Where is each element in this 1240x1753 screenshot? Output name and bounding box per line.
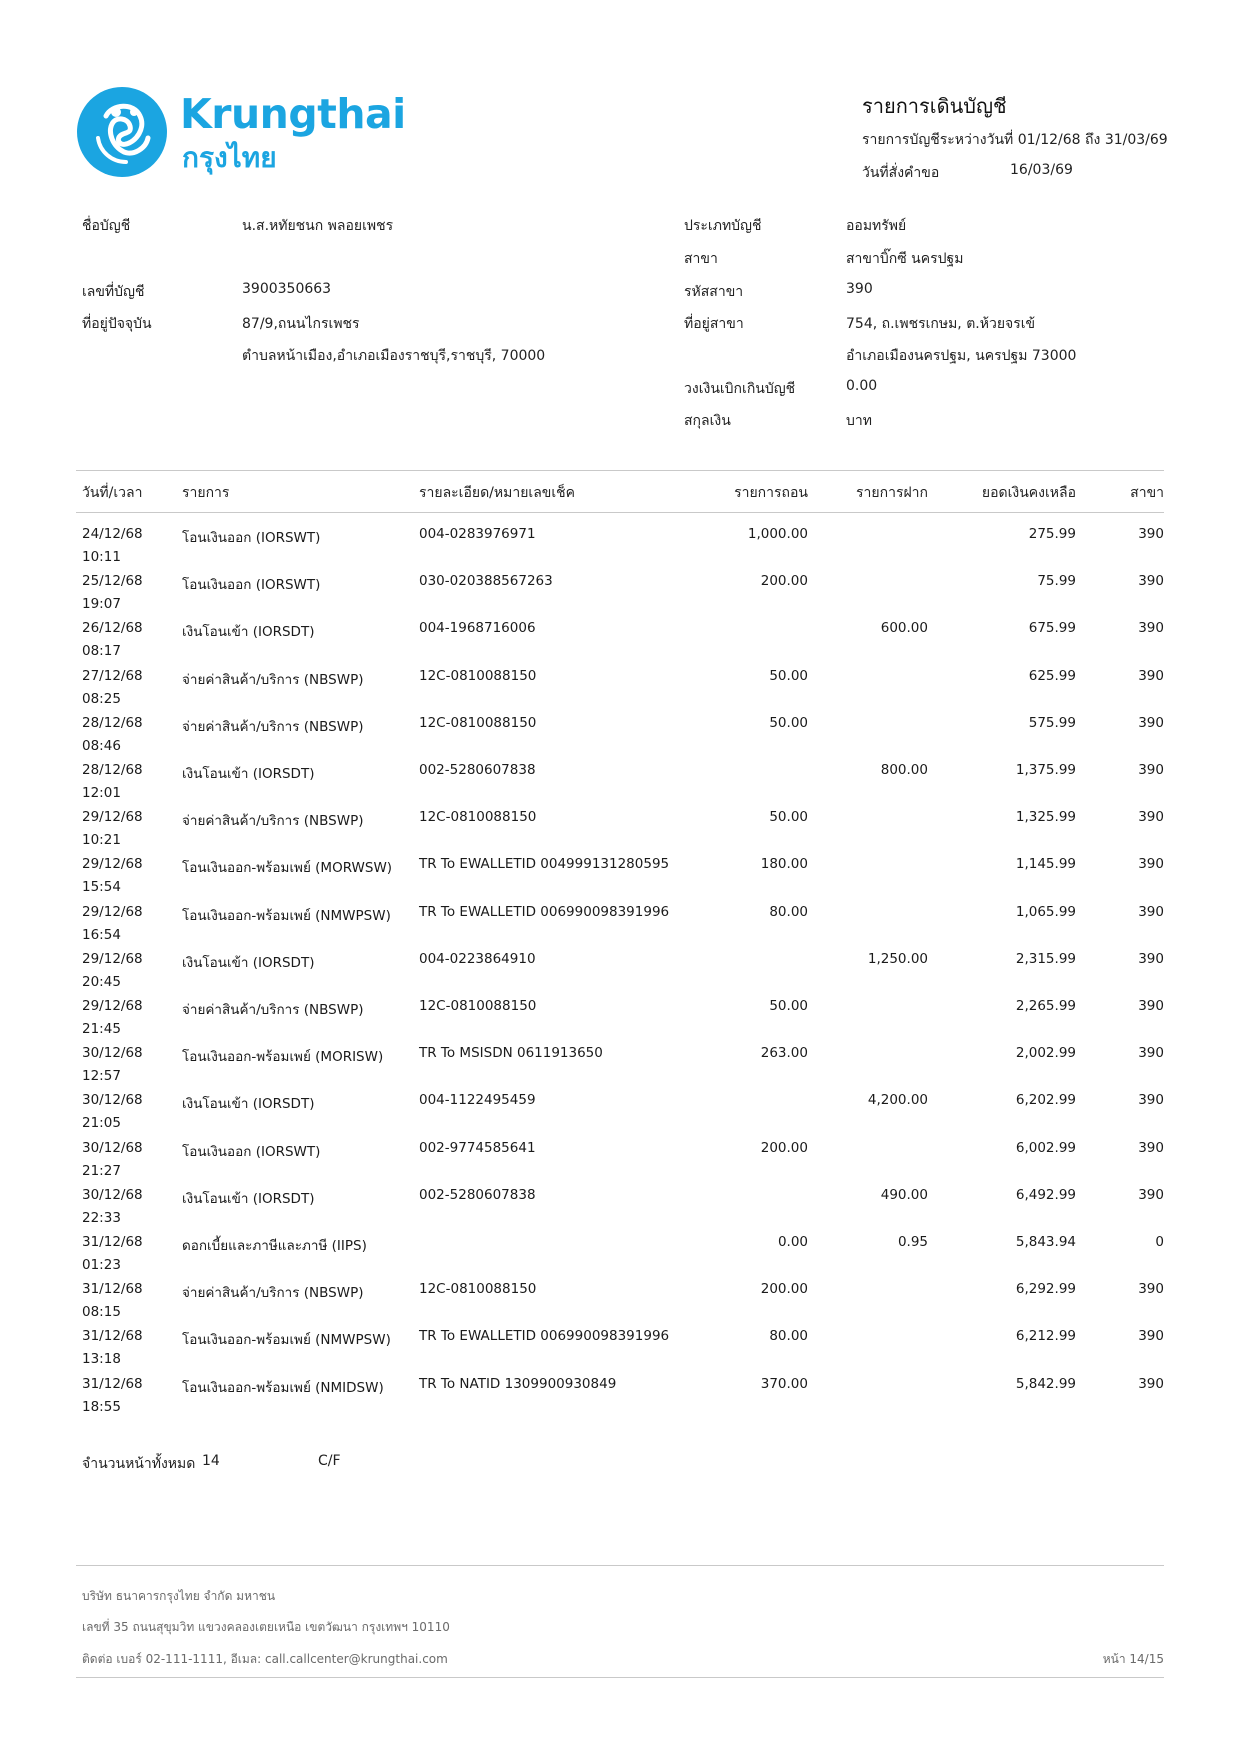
row-description: โอนเงินออก (IORSWT) (182, 577, 321, 594)
row-detail: TR To EWALLETID 006990098391996 (419, 1328, 670, 1345)
row-withdrawal: 80.00 (769, 903, 808, 920)
row-deposit: 800.00 (880, 762, 928, 778)
row-time: 10:11 (82, 549, 121, 565)
row-description: โอนเงินออก (IORSWT) (182, 530, 321, 546)
total-pages: 14 (202, 1453, 220, 1469)
table-row (76, 1234, 1164, 1281)
row-withdrawal: 1,000.00 (747, 526, 808, 542)
footer-top-rule (76, 1565, 1164, 1566)
row-detail: 004-1122495459 (419, 1092, 536, 1109)
row-time: 12:57 (82, 1068, 121, 1085)
row-description: โอนเงินออก-พร้อมเพย์ (NMWPSW) (182, 1332, 391, 1349)
row-balance: 2,265.99 (1015, 998, 1076, 1014)
row-time: 21:27 (82, 1162, 121, 1179)
row-date: 31/12/68 (82, 1328, 143, 1345)
table-row (76, 1140, 1164, 1187)
col-branch: สาขา (1130, 485, 1164, 501)
krungthai-emblem-icon (76, 86, 168, 178)
table-row (76, 620, 1164, 667)
row-date: 28/12/68 (82, 714, 143, 731)
row-branch: 390 (1138, 526, 1164, 542)
row-description: จ่ายค่าสินค้า/บริการ (NBSWP) (182, 718, 364, 735)
row-branch: 0 (1155, 1234, 1164, 1250)
footer-bottom-rule (76, 1677, 1164, 1678)
row-time: 18:55 (82, 1398, 121, 1415)
table-header-rule (76, 512, 1164, 513)
row-withdrawal: 50.00 (769, 998, 808, 1014)
table-row (76, 904, 1164, 951)
row-balance: 5,843.94 (1015, 1234, 1076, 1250)
row-withdrawal: 180.00 (760, 856, 808, 873)
row-description: จ่ายค่าสินค้า/บริการ (NBSWP) (182, 813, 364, 830)
branch-label: สาขา (684, 251, 718, 267)
row-withdrawal: 50.00 (769, 667, 808, 684)
row-branch: 390 (1138, 1139, 1164, 1156)
period-label: รายการบัญชีระหว่างวันที่ (862, 132, 1014, 148)
row-time: 16:54 (82, 926, 121, 943)
table-row (76, 1281, 1164, 1328)
row-balance: 275.99 (1028, 526, 1076, 542)
account-type: ออมทรัพย์ (846, 218, 907, 234)
row-balance: 675.99 (1028, 620, 1076, 637)
row-time: 12:01 (82, 785, 121, 801)
table-row (76, 668, 1164, 715)
document-title: รายการเดินบัญชี (862, 94, 1007, 118)
row-detail: 12C-0810088150 (419, 1281, 537, 1298)
krungthai-logo (76, 86, 406, 182)
table-row (76, 715, 1164, 762)
row-branch: 390 (1138, 714, 1164, 731)
row-withdrawal: 370.00 (760, 1375, 808, 1392)
footer-contact: ติดต่อ เบอร์ 02-111-1111, อีเมล: call.callcenter@krungthai.com (82, 1652, 448, 1666)
col-withdrawal: รายการถอน (734, 485, 808, 501)
row-description: โอนเงินออก-พร้อมเพย์ (MORISW) (182, 1049, 384, 1066)
carry-forward: C/F (318, 1453, 341, 1469)
row-date: 26/12/68 (82, 620, 143, 637)
row-deposit: 4,200.00 (867, 1092, 928, 1109)
row-detail: 004-0223864910 (419, 950, 536, 967)
row-branch: 390 (1138, 573, 1164, 590)
table-row (76, 1187, 1164, 1234)
row-time: 19:07 (82, 596, 121, 613)
table-row (76, 573, 1164, 620)
brand-name-th: กรุงไทย (182, 141, 277, 174)
row-branch: 390 (1138, 809, 1164, 826)
row-date: 28/12/68 (82, 762, 143, 778)
row-detail: 002-5280607838 (419, 762, 536, 778)
row-withdrawal: 200.00 (760, 1139, 808, 1156)
row-date: 30/12/68 (82, 1045, 143, 1062)
row-deposit: 1,250.00 (867, 950, 928, 967)
row-description: โอนเงินออก-พร้อมเพย์ (NMIDSW) (182, 1379, 384, 1396)
row-description: โอนเงินออก-พร้อมเพย์ (NMWPSW) (182, 907, 391, 924)
row-date: 31/12/68 (82, 1375, 143, 1392)
row-detail: 12C-0810088150 (419, 667, 537, 684)
row-date: 29/12/68 (82, 998, 143, 1014)
footer-company: บริษัท ธนาคารกรุงไทย จำกัด มหาชน (82, 1589, 276, 1603)
row-date: 29/12/68 (82, 903, 143, 920)
branch-code: 390 (846, 281, 873, 297)
row-time: 08:15 (82, 1304, 121, 1321)
row-detail: TR To NATID 1309900930849 (419, 1375, 617, 1392)
branch-address-line1: 754, ถ.เพชรเกษม, ต.ห้วยจรเข้ (846, 316, 1036, 332)
row-withdrawal: 50.00 (769, 714, 808, 731)
row-date: 31/12/68 (82, 1281, 143, 1298)
row-withdrawal: 50.00 (769, 809, 808, 826)
row-branch: 390 (1138, 856, 1164, 873)
row-branch: 390 (1138, 620, 1164, 637)
row-branch: 390 (1138, 903, 1164, 920)
row-deposit: 600.00 (880, 620, 928, 637)
currency-label: สกุลเงิน (684, 413, 731, 429)
request-date-label: วันที่สั่งคำขอ (862, 165, 940, 181)
col-description: รายการ (182, 485, 230, 501)
table-row (76, 951, 1164, 998)
branch-address-label: ที่อยู่สาขา (684, 316, 744, 332)
table-row (76, 1092, 1164, 1139)
overdraft-label: วงเงินเบิกเกินบัญชี (684, 381, 796, 397)
address-line1: 87/9,ถนนไกรเพชร (242, 316, 360, 332)
row-time: 10:21 (82, 832, 121, 849)
branch-address-line2: อำเภอเมืองนครปฐม, นครปฐม 73000 (846, 348, 1077, 364)
row-withdrawal: 0.00 (777, 1234, 808, 1250)
row-detail: 12C-0810088150 (419, 998, 537, 1014)
row-withdrawal: 263.00 (760, 1045, 808, 1062)
account-number: 3900350663 (242, 281, 332, 297)
row-date: 31/12/68 (82, 1234, 143, 1250)
table-row (76, 1045, 1164, 1092)
row-date: 24/12/68 (82, 526, 143, 542)
row-detail: 004-0283976971 (419, 526, 536, 542)
row-description: เงินโอนเข้า (IORSDT) (182, 766, 315, 782)
row-date: 29/12/68 (82, 809, 143, 826)
row-detail: TR To EWALLETID 004999131280595 (419, 856, 670, 873)
table-top-rule (76, 470, 1164, 471)
row-description: จ่ายค่าสินค้า/บริการ (NBSWP) (182, 1002, 364, 1018)
row-detail: TR To MSISDN 0611913650 (419, 1045, 603, 1062)
table-row (76, 809, 1164, 856)
request-date: 16/03/69 (1010, 162, 1073, 178)
row-balance: 6,202.99 (1015, 1092, 1076, 1109)
row-detail: 004-1968716006 (419, 620, 536, 637)
row-branch: 390 (1138, 950, 1164, 967)
row-description: โอนเงินออก-พร้อมเพย์ (MORWSW) (182, 860, 393, 877)
row-balance: 75.99 (1037, 573, 1076, 590)
table-row (76, 1328, 1164, 1375)
address-line2: ตำบลหน้าเมือง,อำเภอเมืองราชบุรี,ราชบุรี, 70000 (242, 348, 546, 364)
row-branch: 390 (1138, 1092, 1164, 1109)
table-row (76, 1376, 1164, 1423)
currency-value: บาท (846, 413, 872, 429)
account-number-label: เลขที่บัญชี (82, 284, 145, 300)
row-deposit: 0.95 (897, 1234, 928, 1250)
row-branch: 390 (1138, 762, 1164, 778)
row-balance: 625.99 (1028, 667, 1076, 684)
total-pages-label: จำนวนหน้าทั้งหมด (82, 1456, 196, 1472)
row-date: 25/12/68 (82, 573, 143, 590)
row-branch: 390 (1138, 998, 1164, 1014)
row-description: ดอกเบี้ยและภาษีและภาษี (IIPS) (182, 1238, 367, 1254)
row-detail: 030-020388567263 (419, 573, 553, 590)
statement-period (862, 129, 1168, 151)
table-row (76, 526, 1164, 573)
row-time: 13:18 (82, 1351, 121, 1368)
branch-code-label: รหัสสาขา (684, 284, 744, 300)
overdraft-value: 0.00 (846, 378, 878, 394)
col-deposit: รายการฝาก (856, 485, 928, 501)
row-branch: 390 (1138, 1375, 1164, 1392)
branch-name: สาขาบิ๊กซี นครปฐม (846, 251, 964, 267)
row-balance: 2,315.99 (1015, 950, 1076, 967)
row-time: 22:33 (82, 1209, 121, 1226)
row-time: 15:54 (82, 879, 121, 896)
address-label: ที่อยู่ปัจจุบัน (82, 316, 152, 332)
col-detail: รายละเอียด/หมายเลขเช็ค (419, 485, 575, 501)
row-balance: 6,292.99 (1015, 1281, 1076, 1298)
row-withdrawal: 200.00 (760, 1281, 808, 1298)
row-detail: 12C-0810088150 (419, 809, 537, 826)
row-balance: 6,002.99 (1015, 1139, 1076, 1156)
page-number: หน้า 14/15 (1102, 1652, 1164, 1666)
row-balance: 1,375.99 (1015, 762, 1076, 778)
account-name: น.ส.หทัยชนก พลอยเพชร (242, 218, 394, 234)
row-description: โอนเงินออก (IORSWT) (182, 1143, 321, 1160)
row-balance: 6,212.99 (1015, 1328, 1076, 1345)
row-branch: 390 (1138, 667, 1164, 684)
row-description: เงินโอนเข้า (IORSDT) (182, 1096, 315, 1113)
period-from: 01/12/68 (1017, 132, 1081, 148)
row-date: 27/12/68 (82, 667, 143, 684)
row-branch: 390 (1138, 1328, 1164, 1345)
row-detail: 002-5280607838 (419, 1186, 536, 1203)
period-to: 31/03/69 (1104, 132, 1168, 148)
row-description: จ่ายค่าสินค้า/บริการ (NBSWP) (182, 1285, 364, 1302)
row-withdrawal: 200.00 (760, 573, 808, 590)
row-detail: 002-9774585641 (419, 1139, 536, 1156)
table-row (76, 762, 1164, 809)
row-balance: 2,002.99 (1015, 1045, 1076, 1062)
row-date: 30/12/68 (82, 1139, 143, 1156)
row-description: เงินโอนเข้า (IORSDT) (182, 624, 315, 641)
row-detail: TR To EWALLETID 006990098391996 (419, 903, 670, 920)
row-date: 29/12/68 (82, 856, 143, 873)
row-time: 21:45 (82, 1021, 121, 1037)
row-date: 30/12/68 (82, 1092, 143, 1109)
row-deposit: 490.00 (880, 1186, 928, 1203)
row-balance: 1,065.99 (1015, 903, 1076, 920)
brand-name-en: Krungthai (180, 90, 406, 138)
row-balance: 1,325.99 (1015, 809, 1076, 826)
table-row (76, 998, 1164, 1045)
account-type-label: ประเภทบัญชี (684, 218, 762, 234)
row-description: เงินโอนเข้า (IORSDT) (182, 1190, 315, 1207)
row-withdrawal: 80.00 (769, 1328, 808, 1345)
row-time: 01:23 (82, 1257, 121, 1273)
row-date: 29/12/68 (82, 950, 143, 967)
account-name-label: ชื่อบัญชี (82, 218, 131, 234)
row-time: 08:46 (82, 737, 121, 754)
row-description: จ่ายค่าสินค้า/บริการ (NBSWP) (182, 671, 364, 688)
footer-address: เลขที่ 35 ถนนสุขุมวิท แขวงคลองเตยเหนือ เขตวัฒนา กรุงเทพฯ 10110 (82, 1620, 450, 1634)
row-balance: 6,492.99 (1015, 1186, 1076, 1203)
row-balance: 1,145.99 (1015, 856, 1076, 873)
col-datetime: วันที่/เวลา (82, 485, 143, 501)
row-detail: 12C-0810088150 (419, 714, 537, 731)
row-time: 21:05 (82, 1115, 121, 1132)
row-time: 08:17 (82, 643, 121, 660)
row-branch: 390 (1138, 1281, 1164, 1298)
table-row (76, 856, 1164, 903)
col-balance: ยอดเงินคงเหลือ (981, 485, 1076, 501)
row-branch: 390 (1138, 1045, 1164, 1062)
row-branch: 390 (1138, 1186, 1164, 1203)
row-time: 20:45 (82, 973, 121, 990)
row-time: 08:25 (82, 690, 121, 707)
row-balance: 575.99 (1028, 714, 1076, 731)
row-description: เงินโอนเข้า (IORSDT) (182, 954, 315, 971)
row-balance: 5,842.99 (1015, 1375, 1076, 1392)
period-to-word: ถึง (1085, 132, 1101, 148)
row-date: 30/12/68 (82, 1186, 143, 1203)
